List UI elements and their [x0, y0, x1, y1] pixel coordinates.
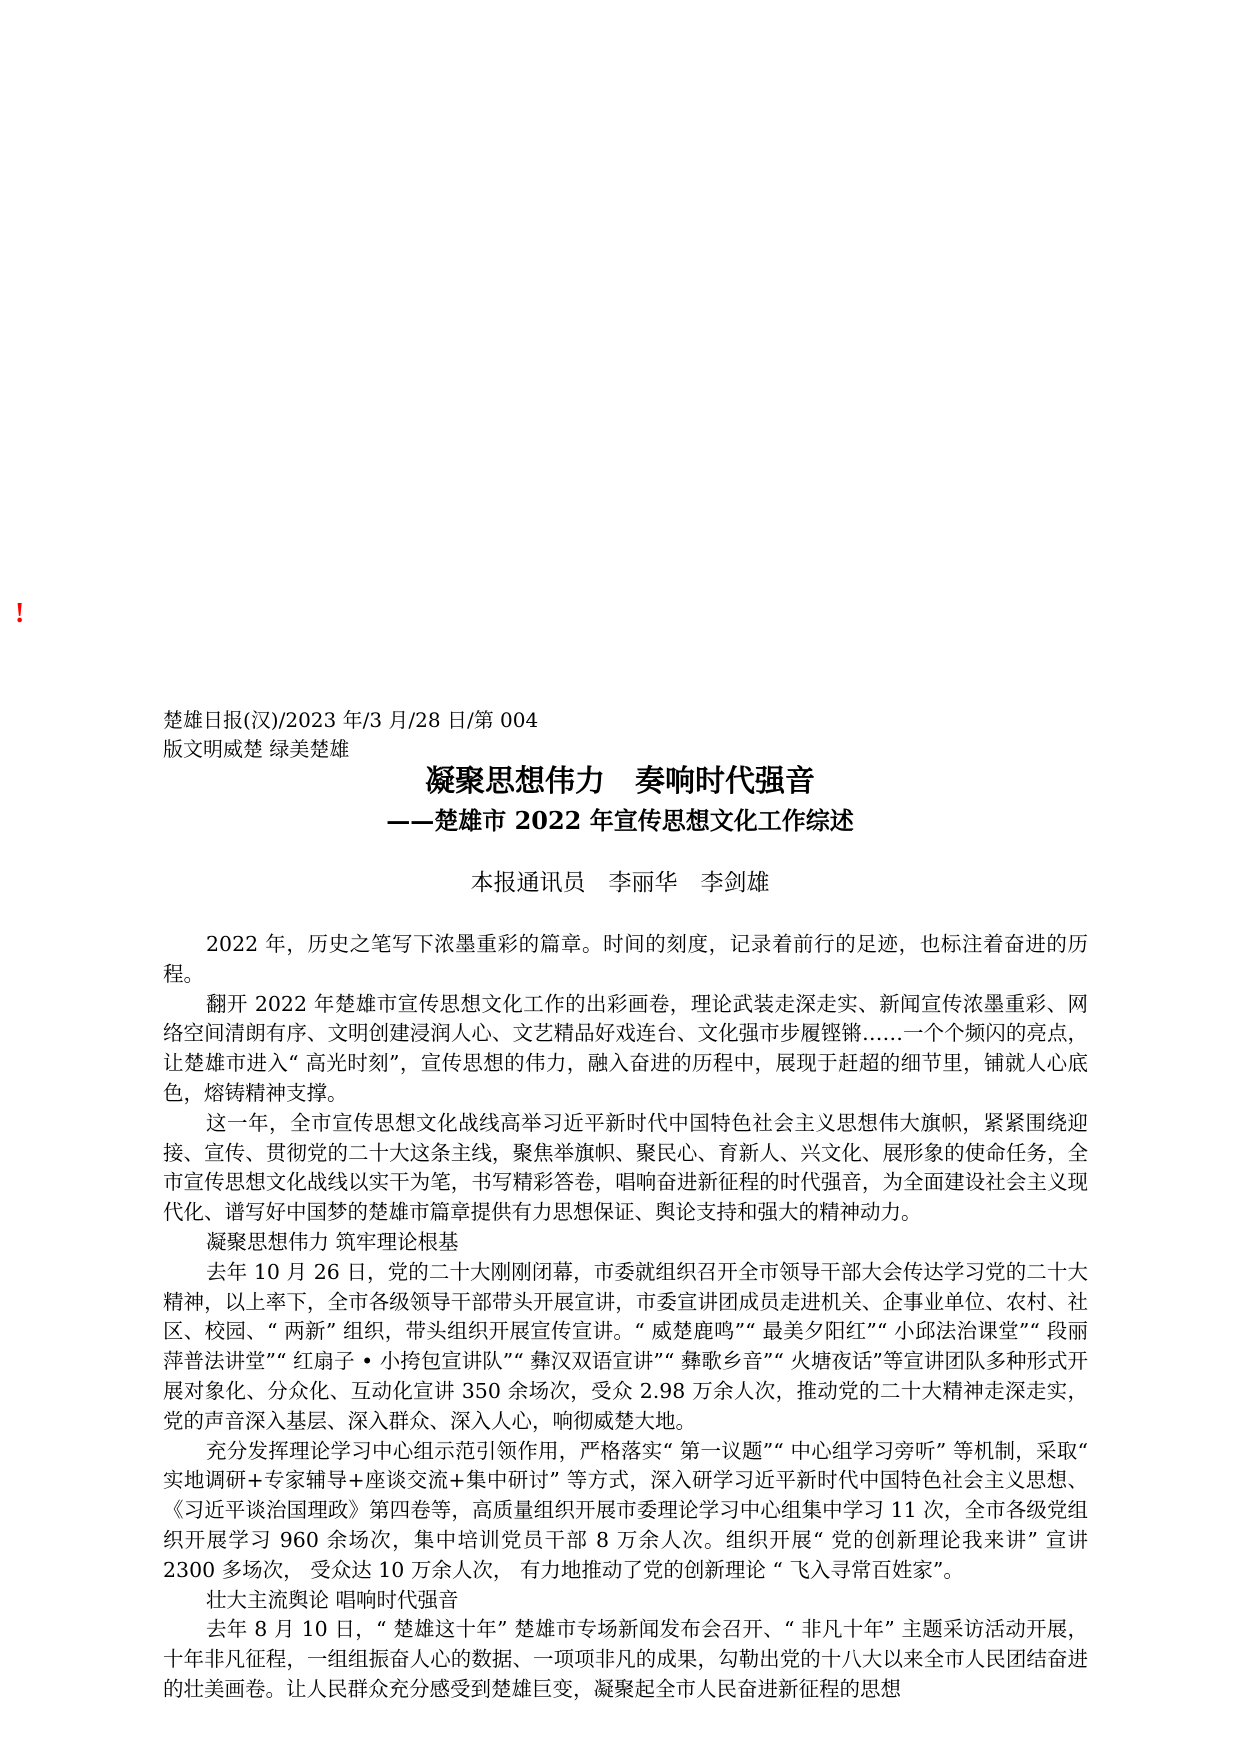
article-byline: 本报通讯员 李丽华 李剑雄 [470, 870, 770, 896]
section-heading: 壮大主流舆论 唱响时代强音 [206, 1587, 459, 1612]
article-title: 凝聚思想伟力 奏响时代强音 [425, 764, 815, 799]
paragraph: 去年 10 月 26 日，党的二十大刚刚闭幕，市委就组织召开全市领导干部大会传达学习党的二十大精神，以上率下，全市各级领导干部带头开展宣讲，市委宣讲团成员走进机关、企事业单位、农村、社区、校园、“ 两新” 组织，带头组织开展宣传宣讲。“ 威楚鹿鸣”“ 最美夕阳红”“ 小邱法治课堂”“ 段丽萍普法讲堂”“ 红扇子 • 小挎包宣讲队”“ 彝汉双语宣讲”“ 彝歌乡音”“ 火塘夜话”等宣讲团队多种形式开展对象化、分众化、互动化宣讲 350 余场次，受众 2.98 万余人次，推动党的二十大精神走深走实，党的声音深入基层、深入群众、深入人心，响彻威楚大地。 [163, 1259, 1088, 1433]
section-heading: 凝聚思想伟力 筑牢理论根基 [206, 1229, 459, 1254]
source-line-2: 版文明威楚 绿美楚雄 [163, 737, 350, 761]
paragraph: 这一年，全市宣传思想文化战线高举习近平新时代中国特色社会主义思想伟大旗帜，紧紧围绕迎接、宣传、贯彻党的二十大这条主线，聚焦举旗帜、聚民心、育新人、兴文化、展形象的使命任务，全市宣传思想文化战线以实干为笔，书写精彩答卷，唱响奋进新征程的时代强音，为全面建设社会主义现代化、谱写好中国梦的楚雄市篇章提供有力思想保证、舆论支持和强大的精神动力。 [163, 1110, 1088, 1225]
article-body [163, 930, 1088, 1705]
paragraph: 充分发挥理论学习中心组示范引领作用，严格落实“ 第一议题”“ 中心组学习旁听” 等机制，采取“ 实地调研+专家辅导+座谈交流+集中研讨” 等方式，深入研学习近平新时代中国特色社会主义思想、《习近平谈治国理政》第四卷等，高质量组织开展市委理论学习中心组集中学习 11 次，全市各级党组织开展学习 960 余场次，集中培训党员干部 8 万余人次。组织开展“ 党的创新理论我来讲” 宣讲 2300 多场次， 受众达 10 万余人次， 有力地推动了党的创新理论 “ 飞入寻常百姓家”。 [163, 1438, 1088, 1582]
source-line-1: 楚雄日报(汉)/2023 年/3 月/28 日/第 004 [163, 708, 539, 732]
paragraph: 去年 8 月 10 日，“ 楚雄这十年” 楚雄市专场新闻发布会召开、“ 非凡十年” 主题采访活动开展，十年非凡征程，一组组振奋人心的数据、一项项非凡的成果，勾勒出党的十八大以来全市人民团结奋进的壮美画卷。让人民群众充分感受到楚雄巨变，凝聚起全市人民奋进新征程的思想 [163, 1617, 1088, 1701]
red-exclamation-mark: ! [15, 598, 25, 629]
article-subtitle: ——楚雄市 2022 年宣传思想文化工作综述 [386, 806, 854, 835]
source-line [163, 706, 763, 764]
paragraph: 2022 年，历史之笔写下浓墨重彩的篇章。时间的刻度，记录着前行的足迹，也标注着奋进的历程。 [163, 932, 1088, 986]
paragraph: 翻开 2022 年楚雄市宣传思想文化工作的出彩画卷，理论武装走深走实、新闻宣传浓墨重彩、网络空间清朗有序、文明创建浸润人心、文艺精品好戏连台、文化强市步履铿锵……一个个频闪的亮点，让楚雄市进入“ 高光时刻”，宣传思想的伟力，融入奋进的历程中，展现于赶超的细节里，铺就人心底色，熔铸精神支撑。 [163, 991, 1088, 1105]
